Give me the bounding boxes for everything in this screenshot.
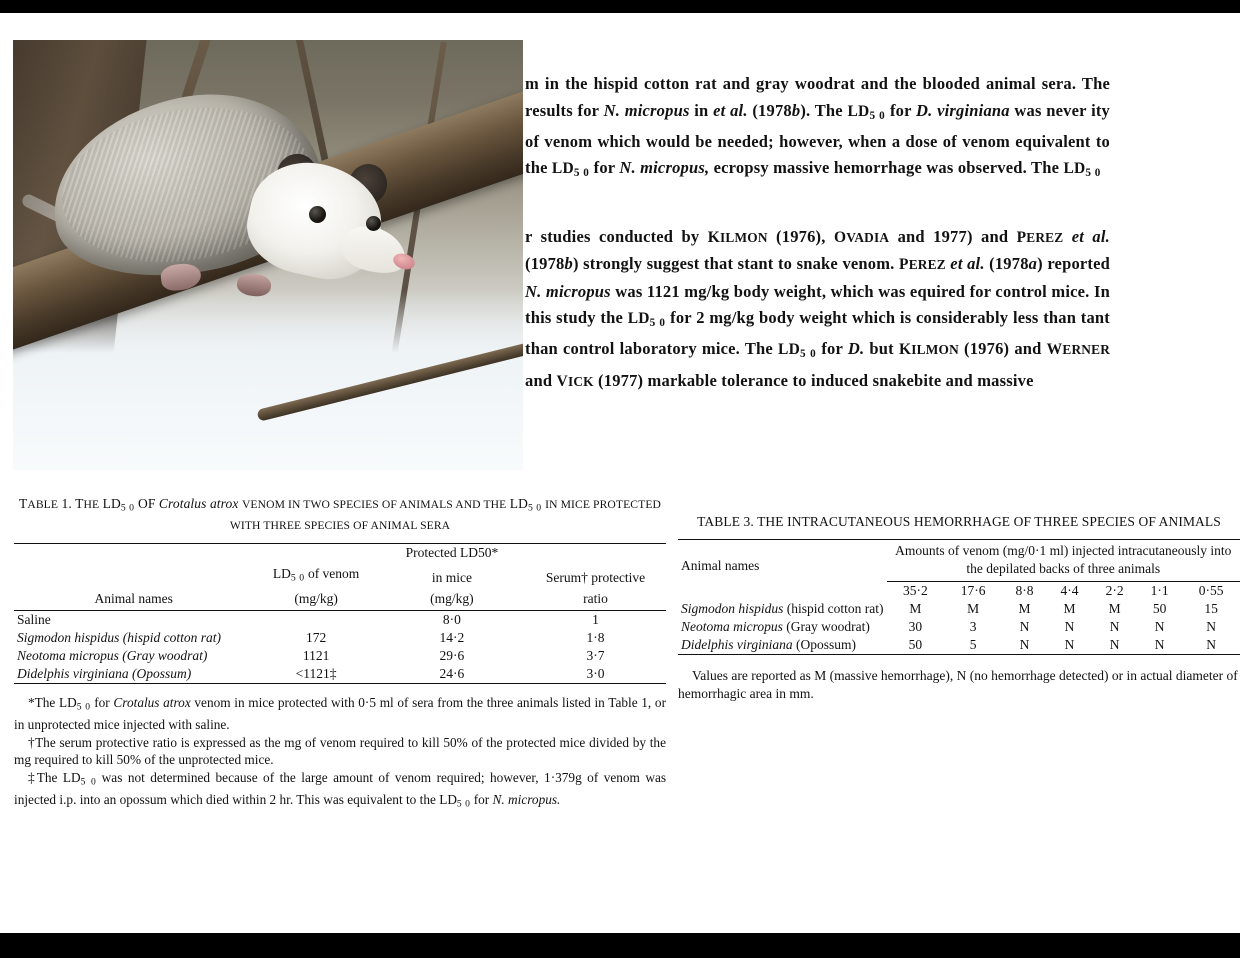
table-1-block: [14, 495, 666, 813]
table-1-header-ld50-line2: (mg/kg): [253, 590, 378, 611]
table-3-cell-value: M: [1108, 601, 1121, 616]
table-1-header-protected-line1: Protected LD50*: [379, 544, 525, 565]
table-3-header-animal: Animal names: [678, 540, 887, 582]
table-3-cell-value: M: [1018, 601, 1031, 616]
table-1: [14, 543, 666, 684]
table-3-cell-value: N: [1109, 619, 1120, 634]
table-3-cell-value: N: [1047, 636, 1092, 655]
opossum-figure: [41, 68, 441, 368]
table-1-header-ld50-line1: $LD_{5 0}$ of venom: [272, 565, 360, 584]
table-3-cell-value: 50: [1152, 601, 1167, 616]
footnote-dagger: †The serum protective ratio is expressed as the mg of venom required to kill 50% of the protected mice divided by the mg required to kill 50% of the unprotected mice.: [14, 734, 666, 768]
footnote-double-dagger: ‡The $LD_{5 0}$ was not determined because of the large amount of venom required; however, 1·379g of venom was injected i.p. into an opossum which died within 2 hr. This was equivalent to the $LD_{5 0}$ for N. micropus.: [14, 769, 667, 810]
table-1-footnotes: [14, 694, 666, 812]
opossum-photo: [13, 40, 523, 470]
table-1-cell-ratio: 1: [592, 612, 599, 628]
table-3-species-common: (Gray woodrat): [782, 619, 870, 634]
table-1-cell-protected: 29·6: [439, 648, 465, 664]
table-3-cell-value: 15: [1204, 601, 1218, 616]
table-row: [14, 611, 666, 630]
table-3-dose: 17·6: [960, 583, 986, 598]
table-3-dose: 0·55: [1198, 583, 1224, 598]
table-1-header-serum-line1: Serum† protective: [545, 570, 646, 586]
table-3-cell-name: [678, 636, 887, 655]
table-3-species: Didelphis virginiana: [681, 637, 793, 652]
table-3-species-common: (hispid cotton rat): [783, 601, 884, 616]
table-3-cell-name: [678, 600, 887, 618]
opossum-eye: [366, 216, 381, 231]
table-3-dose: 35·2: [902, 583, 928, 598]
table-3-block: [678, 513, 1240, 703]
table-1-header-row: [14, 544, 666, 565]
table-3-note-text: Values are reported as M (massive hemorrhage), N (no hemorrhage detected) or in actual diameter of hemorrhagic area in mm.: [678, 668, 1238, 701]
table-3-species: Neotoma micropus: [681, 619, 783, 634]
table-row: [678, 600, 1240, 618]
table-1-cell-name: Didelphis virginiana (Opossum): [14, 665, 253, 684]
table-3-header-span-line2: the depilated backs of three animals: [887, 560, 1240, 582]
article-body-text: [525, 71, 1110, 395]
table-1-cell-ratio: 3·7: [586, 648, 605, 664]
table-1-header-protected-line3: (mg/kg): [379, 590, 525, 611]
table-3-dose: 2·2: [1105, 583, 1124, 598]
table-1-cell-ld50: [253, 611, 378, 630]
table-1-cell-protected: 8·0: [442, 612, 461, 628]
table-row: [14, 665, 666, 684]
table-3-cell-value: N: [1002, 636, 1047, 655]
table-3-cell-value: N: [1182, 636, 1240, 655]
table-3: [678, 539, 1240, 655]
table-1-header-row-3: [14, 590, 666, 611]
table-3-cell-name: [678, 618, 887, 636]
table-1-cell-name: Saline: [17, 612, 51, 628]
table-3-cell-value: 30: [908, 619, 923, 634]
table-1-cell-ld50: 172: [305, 630, 327, 646]
table-1-cell-ld50: 1121: [302, 648, 330, 664]
table-3-header-span-line1: Amounts of venom (mg/0·1 ml) injected intracutaneously into: [887, 540, 1240, 561]
table-1-header-row-2: [14, 565, 666, 590]
table-3-dose: 4·4: [1060, 583, 1079, 598]
table-1-cell-ratio: 3·0: [525, 665, 666, 684]
body-paragraph-2: r studies conducted by KILMON (1976), OVADIA and 1977) and PEREZ et al. (1978b) strongly suggest that stant to snake venom. PEREZ et al. (1978a) reported N. micropus was 1121 mg/kg body weight, which was equired for control mice. In this study the $LD_{5 0}$ for 2 mg/kg body weight which is considerably less than tant than control laboratory mice. The $LD_{5 0}$ for D. but KILMON (1976) and WERNER and VICK (1977) markable tolerance to induced snakebite and massive: [525, 226, 1111, 390]
table-1-header-protected-line2: in mice: [431, 570, 472, 586]
table-1-header-animal: Animal names: [14, 590, 253, 611]
table-3-cell-value: M: [967, 601, 980, 616]
table-3-dose: 1·1: [1150, 583, 1169, 598]
table-3-cell-value: N: [1064, 619, 1075, 634]
table-3-dose-row: [678, 582, 1240, 601]
table-3-note: [678, 667, 1240, 703]
table-3-cell-value: N: [1092, 636, 1137, 655]
table-3-cell-value: M: [909, 601, 922, 616]
table-1-cell-name: Neotoma micropus (Gray woodrat): [17, 648, 208, 664]
body-paragraph-1: m in the hispid cotton rat and gray woodrat and the blooded animal sera. The results for N. micropus in et al. (1978b). The $LD_{5 0}$ for D. virginiana was never ity of venom which would be needed; however, when a dose of venom equivalent to the $LD_{5 0}$ for N. micropus, ecropsy massive hemorrhage was observed. The $LD_{5 0}$: [525, 74, 1110, 180]
table-row: [678, 636, 1240, 655]
table-3-cell-value: N: [1137, 636, 1182, 655]
table-3-cell-value: N: [1019, 619, 1030, 634]
table-1-cell-protected: 24·6: [379, 665, 525, 684]
table-3-header-row: [678, 540, 1240, 561]
table-3-dose: 8·8: [1015, 583, 1034, 598]
table-3-cell-value: M: [1063, 601, 1076, 616]
opossum-eye: [309, 206, 326, 223]
footnote-asterisk: *The $LD_{5 0}$ for Crotalus atrox venom in mice protected with 0·5 ml of sera from the three animals listed in Table 1, or in unprotected mice injected with saline.: [14, 695, 667, 733]
opossum-foot: [236, 272, 272, 297]
table-3-species: Sigmodon hispidus: [681, 601, 784, 616]
table-row: [14, 629, 666, 647]
table-1-cell-name: Sigmodon hispidus (hispid cotton rat): [17, 630, 222, 646]
table-3-caption: TABLE 3. THE INTRACUTANEOUS HEMORRHAGE OF THREE SPECIES OF ANIMALS: [697, 514, 1221, 529]
table-1-header-serum-line2: ratio: [525, 590, 666, 611]
document-page: [0, 13, 1240, 933]
table-3-cell-value: N: [1206, 619, 1216, 634]
table-1-cell-protected: 14·2: [439, 630, 465, 646]
table-3-cell-value: 5: [944, 636, 1002, 655]
table-3-cell-value: 50: [887, 636, 945, 655]
table-3-species-common: (Opossum): [792, 637, 856, 652]
table-1-cell-ld50: <1121‡: [253, 665, 378, 684]
table-1-caption: TABLE 1. THE $LD_{5 0}$ OF Crotalus atrox VENOM IN TWO SPECIES OF ANIMALS AND THE $LD_{5 0}$ IN MICE PROTECTED WITH THREE SPECIES OF ANIMAL SERA: [19, 496, 661, 533]
table-row: [678, 618, 1240, 636]
table-row: [14, 647, 666, 665]
table-1-cell-ratio: 1·8: [586, 630, 605, 646]
table-3-cell-value: N: [1154, 619, 1165, 634]
table-3-cell-value: 3: [969, 619, 977, 634]
